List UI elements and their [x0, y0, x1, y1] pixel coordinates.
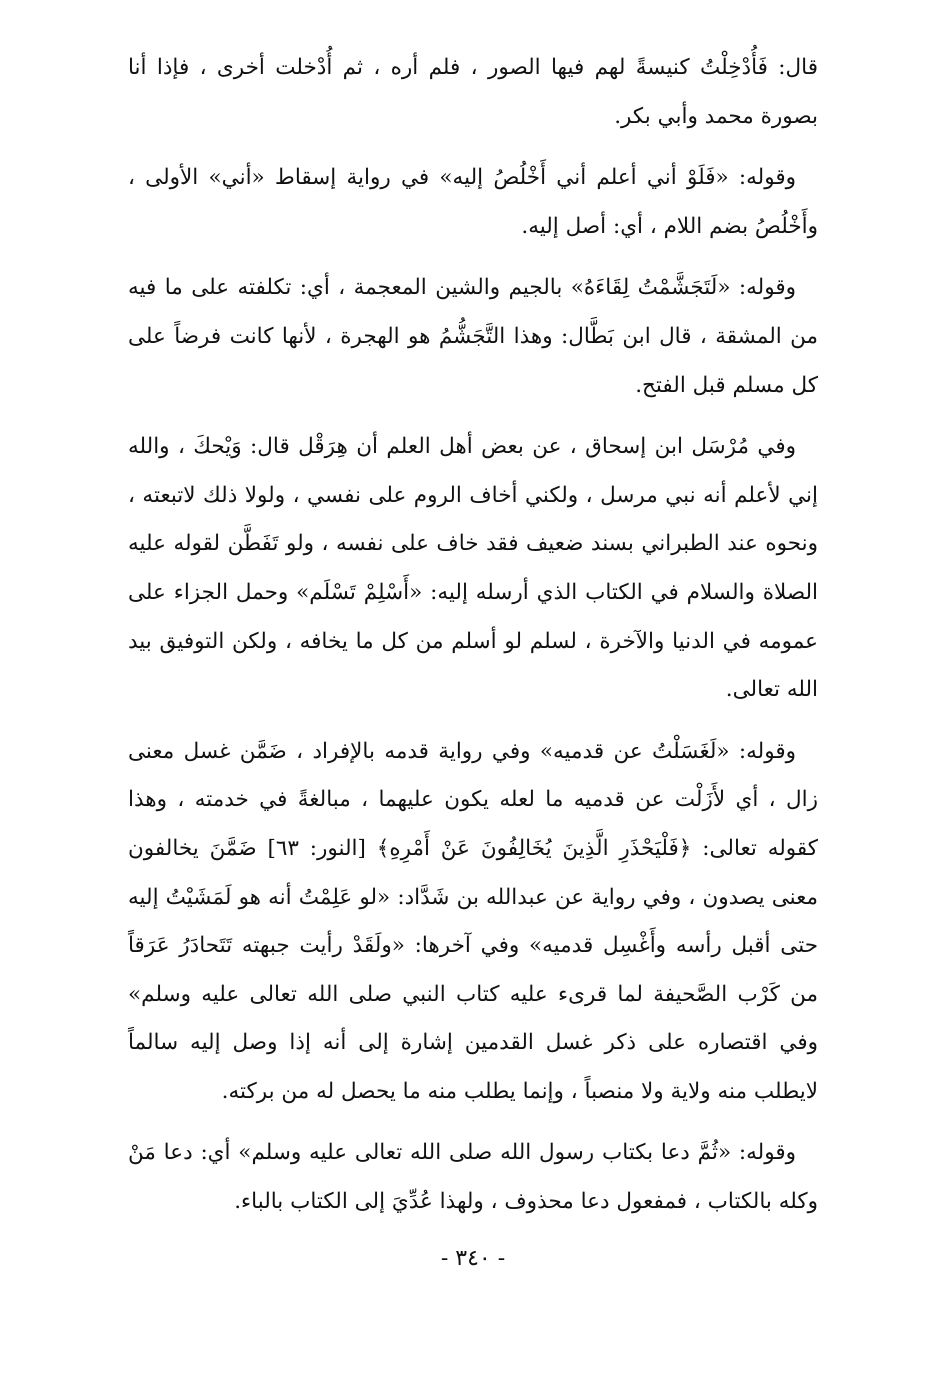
page-body	[128, 44, 818, 1240]
paragraph-2: وقوله: «فَلَوْ أني أعلم أني أَخْلُصُ إليه» في رواية إسقاط «أني» الأولى ، وأَخْلُصُ بضم اللام ، أي: أصل إليه.	[128, 165, 818, 239]
paragraph-5: وقوله: «لَغَسَلْتُ عن قدميه» وفي رواية قدمه بالإفراد ، ضَمَّن غسل معنى زال ، أي لأَزَلْت عن قدميه ما لعله يكون عليهما ، مبالغةً في خدمته ، وهذا كقوله تعالى: ﴿فَلْيَحْذَرِ الَّذِينَ يُخَالِفُونَ عَنْ أَمْرِهِ﴾ [النور: ٦٣] ضَمَّنَ يخالفون معنى يصدون ، وفي رواية عن عبدالله بن شَدَّاد: «لو عَلِمْتُ أنه هو لَمَشَيْتُ إليه حتى أقبل رأسه وأَغْسِل قدميه» وفي آخرها: «ولَقَدْ رأيت جبهته تَتَحادَرُ عَرَقاً من كَرْب الصَّحيفة لما قرىء عليه كتاب النبي صلى الله تعالى عليه وسلم» وفي اقتصاره على ذكر غسل القدمين إشارة إلى أنه إذا وصل إليه سالماً لايطلب منه ولاية ولا منصباً ، وإنما يطلب منه ما يحصل له من بركته.	[128, 738, 818, 1104]
paragraph-4: وفي مُرْسَل ابن إسحاق ، عن بعض أهل العلم أن هِرَقْل قال: وَيْحكَ ، والله إني لأعلم أنه نبي مرسل ، ولكني أخاف الروم على نفسي ، ولولا ذلك لاتبعته ، ونحوه عند الطبراني بسند ضعيف فقد خاف على نفسه ، ولو تَفَطَّن لقوله عليه الصلاة والسلام في الكتاب الذي أرسله إليه: «أَسْلِمْ تَسْلَم» وحمل الجزاء على عمومه في الدنيا والآخرة ، لسلم لو أسلم من كل ما يخافه ، ولكن التوفيق بيد الله تعالى.	[128, 434, 818, 703]
paragraph-3: وقوله: «لَتَجَشَّمْتُ لِقَاءَهُ» بالجيم والشين المعجمة ، أي: تكلفته على ما فيه من المشقة ، قال ابن بَطَّال: وهذا التَّجَشُّمُ هو الهجرة ، لأنها كانت فرضاً على كل مسلم قبل الفتح.	[128, 275, 818, 398]
paragraph-6: وقوله: «ثُمَّ دعا بكتاب رسول الله صلى الله تعالى عليه وسلم» أي: دعا مَنْ وكله بالكتاب ، فمفعول دعا محذوف ، ولهذا عُدِّيَ إلى الكتاب بالباء.	[128, 1140, 818, 1215]
paragraph-1: قال: فَأُدْخِلْتُ كنيسةً لهم فيها الصور ، فلم أره ، ثم أُدْخلت أخرى ، فإذا أنا بصورة محمد وأبي بكر.	[128, 55, 818, 129]
page-number: - ٣٤٠ -	[440, 1246, 506, 1271]
